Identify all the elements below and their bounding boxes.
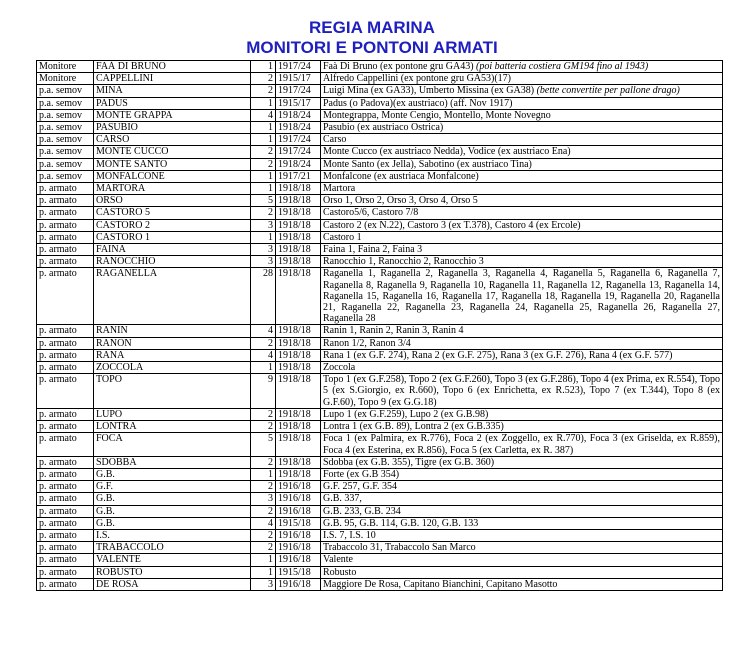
- years-cell: 1918/18: [276, 421, 321, 433]
- count-cell: 4: [251, 325, 276, 337]
- type-cell: p. armato: [37, 493, 94, 505]
- count-cell: 2: [251, 456, 276, 468]
- count-cell: 1: [251, 183, 276, 195]
- years-cell: 1916/18: [276, 554, 321, 566]
- name-cell: CARSO: [94, 134, 251, 146]
- years-cell: 1918/18: [276, 374, 321, 409]
- count-cell: 1: [251, 554, 276, 566]
- description-text: Castoro 2 (ex N.22), Castoro 3 (ex T.378), Castoro 4 (ex Ercole): [323, 219, 581, 231]
- years-cell: 1916/18: [276, 481, 321, 493]
- table-row: [37, 517, 723, 529]
- table-row: [37, 73, 723, 85]
- years-cell: 1916/18: [276, 529, 321, 541]
- type-cell: p. armato: [37, 244, 94, 256]
- name-cell: SDOBBA: [94, 456, 251, 468]
- years-cell: 1918/18: [276, 244, 321, 256]
- count-cell: 2: [251, 481, 276, 493]
- years-cell: 1916/18: [276, 505, 321, 517]
- name-cell: LUPO: [94, 408, 251, 420]
- description-text: Faina 1, Faina 2, Faina 3: [323, 244, 423, 256]
- table-row: [37, 97, 723, 109]
- type-cell: p. armato: [37, 231, 94, 243]
- description-text: Zoccola: [323, 362, 356, 374]
- table-row: [37, 183, 723, 195]
- vessels-table: [36, 60, 723, 591]
- years-cell: 1915/18: [276, 566, 321, 578]
- description-text: Monte Santo (ex Jella), Sabotino (ex austriaco Tina): [323, 158, 532, 170]
- description-text: Lontra 1 (ex G.B. 89), Lontra 2 (ex G.B.335): [323, 421, 504, 433]
- description-text: Orso 1, Orso 2, Orso 3, Orso 4, Orso 5: [323, 195, 478, 207]
- count-cell: 1: [251, 134, 276, 146]
- table-row: [37, 256, 723, 268]
- table-row: [37, 433, 723, 456]
- description-text: G.B. 95, G.B. 114, G.B. 120, G.B. 133: [323, 517, 479, 529]
- description-text: Monfalcone (ex austriaca Monfalcone): [323, 170, 479, 182]
- description-cell: [321, 517, 723, 529]
- name-cell: I.S.: [94, 529, 251, 541]
- count-cell: 4: [251, 349, 276, 361]
- years-cell: 1918/18: [276, 219, 321, 231]
- years-cell: 1918/18: [276, 195, 321, 207]
- description-text: Maggiore De Rosa, Capitano Bianchini, Capitano Masotto: [323, 578, 558, 590]
- type-cell: p. armato: [37, 566, 94, 578]
- years-cell: 1918/18: [276, 183, 321, 195]
- table-row: [37, 362, 723, 374]
- description-text: Montegrappa, Monte Cengio, Montello, Monte Novegno: [323, 109, 551, 121]
- count-cell: 9: [251, 374, 276, 409]
- years-cell: 1917/24: [276, 134, 321, 146]
- type-cell: p.a. semov: [37, 158, 94, 170]
- years-cell: 1917/24: [276, 85, 321, 97]
- type-cell: p. armato: [37, 325, 94, 337]
- description-note: (bette convertite per pallone drago): [536, 85, 680, 97]
- description-text: Rana 1 (ex G.F. 274), Rana 2 (ex G.F. 275), Rana 3 (ex G.F. 276), Rana 4 (ex G.F. 577): [323, 349, 673, 361]
- table-row: [37, 337, 723, 349]
- table-row: [37, 85, 723, 97]
- description-cell: [321, 158, 723, 170]
- description-cell: [321, 468, 723, 480]
- name-cell: MONFALCONE: [94, 170, 251, 182]
- count-cell: 3: [251, 578, 276, 590]
- type-cell: p. armato: [37, 337, 94, 349]
- description-cell: [321, 170, 723, 182]
- name-cell: CASTORO 1: [94, 231, 251, 243]
- description-text: Lupo 1 (ex G.F.259), Lupo 2 (ex G.B.98): [323, 408, 489, 420]
- type-cell: p. armato: [37, 529, 94, 541]
- years-cell: 1918/18: [276, 231, 321, 243]
- description-text: Faà Di Bruno (ex pontone gru GA43): [323, 61, 474, 72]
- description-cell: [321, 362, 723, 374]
- table-row: [37, 231, 723, 243]
- description-cell: [321, 505, 723, 517]
- years-cell: 1916/18: [276, 493, 321, 505]
- description-cell: [321, 244, 723, 256]
- description-text: Topo 1 (ex G.F.258), Topo 2 (ex G.F.260), Topo 3 (ex G.F.286), Topo 4 (ex Prima, ex R.554), Topo 5 (ex S.Giorgio, ex R.660), Topo 6 (ex Enrichetta, ex R.523), Topo 7 (ex T.344), Topo 8 (ex G.F.60), Topo 9 (ex G.G.18): [323, 374, 720, 408]
- years-cell: 1918/24: [276, 158, 321, 170]
- description-text: Sdobba (ex G.B. 355), Tigre (ex G.B. 360): [323, 456, 495, 468]
- name-cell: FAINA: [94, 244, 251, 256]
- years-cell: 1918/18: [276, 337, 321, 349]
- type-cell: p.a. semov: [37, 109, 94, 121]
- name-cell: RAGANELLA: [94, 268, 251, 325]
- description-cell: [321, 325, 723, 337]
- description-text: Alfredo Cappellini (ex pontone gru GA53)(17): [323, 73, 512, 85]
- count-cell: 3: [251, 493, 276, 505]
- years-cell: 1918/18: [276, 433, 321, 456]
- type-cell: p. armato: [37, 219, 94, 231]
- table-row: [37, 542, 723, 554]
- table-row: [37, 195, 723, 207]
- description-text: Monte Cucco (ex austriaco Nedda), Vodice (ex austriaco Ena): [323, 146, 571, 158]
- name-cell: G.B.: [94, 468, 251, 480]
- type-cell: p. armato: [37, 505, 94, 517]
- table-row: [37, 219, 723, 231]
- table-row: [37, 244, 723, 256]
- description-text: Robusto: [323, 566, 357, 578]
- description-text: Pasubio (ex austriaco Ostrica): [323, 122, 444, 134]
- description-text: G.B. 233, G.B. 234: [323, 505, 401, 517]
- name-cell: LONTRA: [94, 421, 251, 433]
- name-cell: CAPPELLINI: [94, 73, 251, 85]
- count-cell: 2: [251, 73, 276, 85]
- description-cell: [321, 421, 723, 433]
- table-row: [37, 578, 723, 590]
- description-text: Forte (ex G.B 354): [323, 468, 400, 480]
- description-text: I.S. 7, I.S. 10: [323, 529, 376, 541]
- description-cell: [321, 256, 723, 268]
- table-row: [37, 493, 723, 505]
- name-cell: G.B.: [94, 505, 251, 517]
- table-row: [37, 468, 723, 480]
- description-cell: [321, 554, 723, 566]
- description-text: Castoro 1: [323, 231, 362, 243]
- years-cell: 1916/18: [276, 542, 321, 554]
- type-cell: p. armato: [37, 374, 94, 409]
- years-cell: 1918/18: [276, 468, 321, 480]
- count-cell: 2: [251, 408, 276, 420]
- type-cell: p.a. semov: [37, 97, 94, 109]
- years-cell: 1915/17: [276, 97, 321, 109]
- table-row: [37, 456, 723, 468]
- type-cell: p. armato: [37, 207, 94, 219]
- description-cell: [321, 219, 723, 231]
- description-text: G.F. 257, G.F. 354: [323, 481, 397, 493]
- years-cell: 1918/18: [276, 362, 321, 374]
- name-cell: MARTORA: [94, 183, 251, 195]
- years-cell: 1918/18: [276, 325, 321, 337]
- years-cell: 1917/24: [276, 146, 321, 158]
- table-row: [37, 408, 723, 420]
- table-row: [37, 109, 723, 121]
- type-cell: p. armato: [37, 554, 94, 566]
- type-cell: p. armato: [37, 268, 94, 325]
- count-cell: 2: [251, 421, 276, 433]
- years-cell: 1917/24: [276, 61, 321, 73]
- description-cell: [321, 337, 723, 349]
- name-cell: G.F.: [94, 481, 251, 493]
- table-body: [37, 61, 723, 591]
- name-cell: TOPO: [94, 374, 251, 409]
- description-cell: [321, 195, 723, 207]
- type-cell: p. armato: [37, 421, 94, 433]
- description-cell: [321, 183, 723, 195]
- type-cell: p. armato: [37, 433, 94, 456]
- type-cell: p.a. semov: [37, 170, 94, 182]
- description-cell: [321, 109, 723, 121]
- years-cell: 1915/17: [276, 73, 321, 85]
- name-cell: RANON: [94, 337, 251, 349]
- description-text: Raganella 1, Raganella 2, Raganella 3, Raganella 4, Raganella 5, Raganella 6, Raganella 7, Raganella 8, Raganella 9, Raganella 10, Raganella 11, Raganella 12, Raganella 13, Raganella 14, Raganella 15, Raganella 16, Raganella 17, Raganella 18, Raganella 19, Raganella 20, Raganella 21, Raganella 22, Raganella 23, Raganella 24, Raganella 25, Raganella 26, Raganella 27, Raganella 28: [323, 268, 720, 325]
- description-text: Castoro5/6, Castoro 7/8: [323, 207, 419, 219]
- description-cell: [321, 207, 723, 219]
- table-row: [37, 122, 723, 134]
- page-title: REGIA MARINA: [309, 18, 435, 37]
- table-row: [37, 146, 723, 158]
- description-cell: [321, 268, 723, 325]
- name-cell: FOCA: [94, 433, 251, 456]
- description-text: Ranin 1, Ranin 2, Ranin 3, Ranin 4: [323, 325, 464, 337]
- count-cell: 3: [251, 219, 276, 231]
- name-cell: RANIN: [94, 325, 251, 337]
- type-cell: p.a. semov: [37, 85, 94, 97]
- name-cell: PASUBIO: [94, 122, 251, 134]
- type-cell: p. armato: [37, 578, 94, 590]
- count-cell: 2: [251, 337, 276, 349]
- count-cell: 2: [251, 146, 276, 158]
- type-cell: p.a. semov: [37, 146, 94, 158]
- name-cell: ORSO: [94, 195, 251, 207]
- count-cell: 3: [251, 256, 276, 268]
- type-cell: p. armato: [37, 542, 94, 554]
- description-cell: [321, 97, 723, 109]
- years-cell: 1915/18: [276, 517, 321, 529]
- type-cell: p. armato: [37, 362, 94, 374]
- description-cell: [321, 456, 723, 468]
- name-cell: DE ROSA: [94, 578, 251, 590]
- name-cell: PADUS: [94, 97, 251, 109]
- name-cell: FAÀ DI BRUNO: [94, 61, 251, 73]
- description-cell: [321, 433, 723, 456]
- count-cell: 4: [251, 109, 276, 121]
- description-text: Ranon 1/2, Ranon 3/4: [323, 337, 411, 349]
- name-cell: MINA: [94, 85, 251, 97]
- name-cell: ROBUSTO: [94, 566, 251, 578]
- table-row: [37, 554, 723, 566]
- name-cell: MONTE CUCCO: [94, 146, 251, 158]
- name-cell: VALENTE: [94, 554, 251, 566]
- type-cell: p. armato: [37, 456, 94, 468]
- description-cell: [321, 481, 723, 493]
- years-cell: 1916/18: [276, 578, 321, 590]
- table-row: [37, 158, 723, 170]
- table-row: [37, 325, 723, 337]
- name-cell: G.B.: [94, 493, 251, 505]
- description-cell: [321, 73, 723, 85]
- name-cell: CASTORO 5: [94, 207, 251, 219]
- type-cell: p. armato: [37, 481, 94, 493]
- count-cell: 1: [251, 362, 276, 374]
- type-cell: p. armato: [37, 349, 94, 361]
- name-cell: RANOCCHIO: [94, 256, 251, 268]
- table-row: [37, 349, 723, 361]
- years-cell: 1917/21: [276, 170, 321, 182]
- table-row: [37, 566, 723, 578]
- years-cell: 1918/18: [276, 349, 321, 361]
- type-cell: p.a. semov: [37, 134, 94, 146]
- description-cell: [321, 566, 723, 578]
- page-subtitle: MONITORI E PONTONI ARMATI: [246, 38, 498, 57]
- table-row: [37, 481, 723, 493]
- description-cell: [321, 529, 723, 541]
- description-text: Ranocchio 1, Ranocchio 2, Ranocchio 3: [323, 256, 484, 268]
- name-cell: G.B.: [94, 517, 251, 529]
- description-text: Foca 1 (ex Palmira, ex R.776), Foca 2 (ex Zoggello, ex R.770), Foca 3 (ex Griselda, ex R.859), Foca 4 (ex Esterina, ex R.856), Foca 5 (ex Carletta, ex R. 387): [323, 433, 720, 456]
- type-cell: p. armato: [37, 256, 94, 268]
- type-cell: Monitore: [37, 61, 94, 73]
- description-text: Trabaccolo 31, Trabaccolo San Marco: [323, 542, 476, 554]
- table-row: [37, 505, 723, 517]
- description-text: Valente: [323, 554, 353, 566]
- description-note: (poi batteria costiera GM194 fino al 1943): [476, 61, 649, 72]
- years-cell: 1918/24: [276, 122, 321, 134]
- name-cell: TRABACCOLO: [94, 542, 251, 554]
- description-cell: [321, 61, 723, 73]
- count-cell: 1: [251, 170, 276, 182]
- count-cell: 2: [251, 207, 276, 219]
- description-cell: [321, 374, 723, 409]
- description-cell: [321, 134, 723, 146]
- count-cell: 5: [251, 195, 276, 207]
- count-cell: 4: [251, 517, 276, 529]
- description-cell: [321, 493, 723, 505]
- description-cell: [321, 231, 723, 243]
- count-cell: 2: [251, 158, 276, 170]
- count-cell: 1: [251, 566, 276, 578]
- type-cell: p. armato: [37, 183, 94, 195]
- count-cell: 28: [251, 268, 276, 325]
- count-cell: 3: [251, 244, 276, 256]
- name-cell: RANA: [94, 349, 251, 361]
- count-cell: 2: [251, 85, 276, 97]
- description-cell: [321, 542, 723, 554]
- description-text: Padus (o Padova)(ex austriaco) (aff. Nov 1917): [323, 97, 513, 109]
- table-row: [37, 374, 723, 409]
- table-row: [37, 529, 723, 541]
- count-cell: 2: [251, 542, 276, 554]
- type-cell: p. armato: [37, 408, 94, 420]
- type-cell: p. armato: [37, 468, 94, 480]
- description-text: G.B. 337,: [323, 493, 362, 505]
- years-cell: 1918/24: [276, 109, 321, 121]
- name-cell: CASTORO 2: [94, 219, 251, 231]
- count-cell: 5: [251, 433, 276, 456]
- table-row: [37, 268, 723, 325]
- table-row: [37, 134, 723, 146]
- table-row: [37, 61, 723, 73]
- table-row: [37, 170, 723, 182]
- years-cell: 1918/18: [276, 207, 321, 219]
- count-cell: 1: [251, 97, 276, 109]
- table-row: [37, 207, 723, 219]
- years-cell: 1918/18: [276, 456, 321, 468]
- count-cell: 2: [251, 529, 276, 541]
- count-cell: 1: [251, 468, 276, 480]
- description-text: Luigi Mina (ex GA33), Umberto Missina (ex GA38): [323, 85, 535, 97]
- description-cell: [321, 122, 723, 134]
- table-row: [37, 421, 723, 433]
- years-cell: 1918/18: [276, 268, 321, 325]
- years-cell: 1918/18: [276, 256, 321, 268]
- type-cell: Monitore: [37, 73, 94, 85]
- type-cell: p.a. semov: [37, 122, 94, 134]
- name-cell: MONTE GRAPPA: [94, 109, 251, 121]
- description-text: Martora: [323, 183, 356, 195]
- description-cell: [321, 349, 723, 361]
- count-cell: 1: [251, 61, 276, 73]
- name-cell: MONTE SANTO: [94, 158, 251, 170]
- description-cell: [321, 146, 723, 158]
- count-cell: 2: [251, 505, 276, 517]
- count-cell: 1: [251, 122, 276, 134]
- type-cell: p. armato: [37, 195, 94, 207]
- description-cell: [321, 85, 723, 97]
- name-cell: ZOCCOLA: [94, 362, 251, 374]
- years-cell: 1918/18: [276, 408, 321, 420]
- count-cell: 1: [251, 231, 276, 243]
- description-cell: [321, 578, 723, 590]
- type-cell: p. armato: [37, 517, 94, 529]
- description-cell: [321, 408, 723, 420]
- description-text: Carso: [323, 134, 347, 146]
